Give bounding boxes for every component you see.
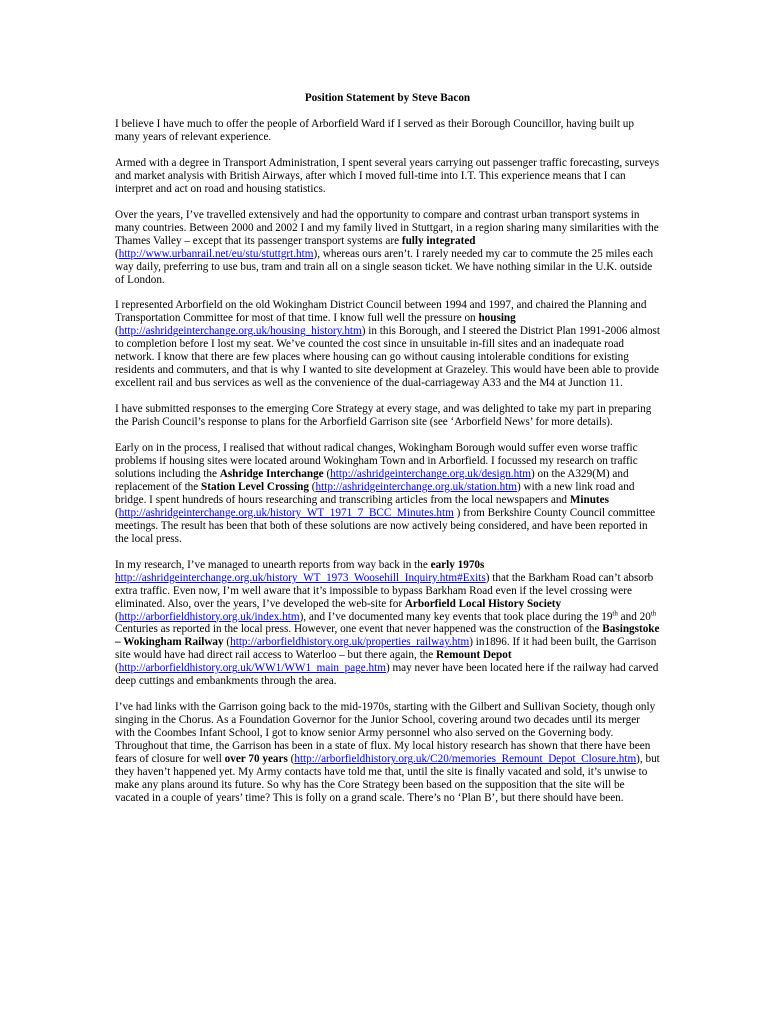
paragraph-6 [115, 442, 660, 546]
hyperlink[interactable]: http://ashridgeinterchange.org.uk/history_WT_1971_7_BCC_Minutes.htm [118, 506, 454, 519]
text-run: In my research, I’ve managed to unearth reports from way back in the [115, 558, 431, 571]
text-run: ) with a new link road and bridge. I spent hundreds of hours researching and transcribing articles from the local newspapers and [115, 480, 635, 506]
text-run: and 20 [617, 610, 651, 623]
text-run: Centuries as reported in the local press. However, one event that never happened was the construction of the [115, 623, 603, 636]
paragraph-3 [115, 209, 660, 287]
hyperlink[interactable]: http://arborfieldhistory.org.uk/properties_railway.htm [230, 636, 470, 649]
bold-text: early 1970s [430, 558, 485, 571]
text-run: ( [287, 753, 295, 766]
text-run: ( [115, 247, 119, 260]
paragraph-7 [115, 559, 660, 689]
bold-text: Arborfield Local History Society [404, 597, 562, 610]
text-run: ) may never have been located here if the railway had carved deep cuttings and embankments through the area. [115, 662, 659, 688]
paragraph-4 [115, 299, 660, 390]
text-run: Early on in the process, I realised that without radical changes, Wokingham Borough would suffer even worse traffic problems if housing sites were located around Wokingham Town and in Arborfield. I focussed my research on traffic solutions including the [115, 442, 638, 480]
text-run: ), and I’ve documented many key events that took place during the 19 [299, 610, 613, 623]
text-run: ( [223, 636, 231, 649]
text-run: ( [115, 506, 119, 519]
text-run: ( [115, 325, 119, 338]
paragraph-2 [115, 157, 660, 196]
text-run: I represented Arborfield on the old Wokingham District Council between 1994 and 1997, and chaired the Planning and Transportation Committee for most of that time. I know full well the pressure on [115, 299, 647, 325]
text-run: ( [115, 610, 119, 623]
hyperlink[interactable]: http://ashridgeinterchange.org.uk/housing_history.htm [118, 325, 362, 338]
text-run: Over the years, I’ve travelled extensively and had the opportunity to compare and contrast urban transport systems in many countries. Between 2000 and 2002 I and my family lived in Stuttgart, in a region sharing many similarities with the Thames Valley – except that its passenger transport systems are [115, 208, 659, 247]
document-body [115, 118, 660, 805]
text-run: ) in1896. If it had been built, the Garrison site would have had direct rail access to Waterloo – but there again, the [115, 636, 657, 662]
bold-text: Basingstoke – Wokingham Railway [115, 623, 660, 649]
bold-text: Station Level Crossing [201, 480, 309, 493]
hyperlink[interactable]: http://arborfieldhistory.org.uk/WW1/WW1_main_page.htm [118, 662, 386, 675]
text-run: ) on the A329(M) and replacement of the [115, 467, 629, 493]
bold-text: Remount Depot [436, 649, 512, 662]
text-run: ) in this Borough, and I steered the District Plan 1991-2006 almost to completion before I lost my seat. We’ve counted the cost since in unsuitable in-fill sites and an inadequate road network. I know that there are few places where housing can go without causing intolerable conditions for existing residents and commuters, and that is why I wanted to site development at Grazeley. This would have been able to provide excellent rail and bus services as well as the convenience of the dual-carriageway A33 and the M4 at Junction 11. [115, 325, 661, 390]
text-run: ), but they haven’t happened yet. My Army contacts have told me that, until the site is finally vacated and sold, it’s unwise to make any plans around its future. So why has the Core Strategy been based on the supposition that the site will be vacated in a couple of years’ time? This is folly on a grand scale. There’s no ‘Plan B’, but there should have been. [115, 753, 660, 804]
superscript: th [650, 608, 657, 617]
bold-text: fully integrated [401, 234, 476, 247]
hyperlink[interactable]: http://arborfieldhistory.org.uk/C20/memories_Remount_Depot_Closure.htm [294, 753, 637, 766]
text-run: ) that the Barkham Road can’t absorb extra traffic. Even now, I’m well aware that it’s impossible to bypass Barkham Road even if the level crossing were eliminated. Also, over the years, I’ve developed the web-site for [115, 571, 654, 610]
text-run: I believe I have much to offer the people of Arborfield Ward if I served as their Borough Councillor, having built up many years of relevant experience. [115, 118, 634, 143]
text-run: ), whereas ours aren’t. I rarely needed my car to commute the 25 miles each way daily, preferring to use bus, tram and train all on a single season ticket. We have nothing similar in the U.K. outside of London. [115, 247, 654, 286]
bold-text: Ashridge Interchange [219, 467, 324, 480]
text-run: ) from Berkshire County Council committee meetings. The result has been that both of these solutions are now actively being considered, and have been reported in the local press. [115, 506, 656, 545]
hyperlink[interactable]: http://ashridgeinterchange.org.uk/station.htm [315, 480, 517, 493]
paragraph-5 [115, 403, 660, 429]
text-run: I’ve had links with the Garrison going back to the mid-1970s, starting with the Gilbert and Sullivan Society, though only singing in the Chorus. As a Foundation Governor for the Junior School, covering around two decades until its merger with the Coombes Infant School, I got to know senior Army personnel who also served on the Governing body. Throughout that time, the Garrison has been in a state of flux. My local history research has shown that there have been fears of closure for well [115, 701, 656, 766]
superscript: th [612, 608, 618, 617]
hyperlink[interactable]: http://ashridgeinterchange.org.uk/design.htm [330, 467, 531, 480]
text-run: ( [323, 467, 331, 480]
text-run: Armed with a degree in Transport Administration, I spent several years carrying out passenger traffic forecasting, surveys and market analysis with British Airways, after which I moved full-time into I.T. This experience means that I can interpret and act on road and housing statistics. [115, 156, 660, 195]
bold-text: Minutes [569, 493, 609, 506]
hyperlink[interactable]: http://arborfieldhistory.org.uk/index.htm [118, 610, 300, 623]
document-page [115, 91, 660, 818]
document-title: Position Statement by Steve Bacon [304, 92, 471, 104]
hyperlink[interactable]: http://ashridgeinterchange.org.uk/history_WT_1973_Woosehill_Inquiry.htm#Exits [115, 571, 486, 584]
bold-text: over 70 years [224, 753, 288, 766]
paragraph-8 [115, 701, 660, 805]
bold-text: housing [478, 312, 516, 325]
paragraph-1 [115, 118, 660, 144]
text-run: I have submitted responses to the emerging Core Strategy at every stage, and was delighted to take my part in preparing the Parish Council’s response to plans for the Arborfield Garrison site (see ‘Arborfield News’ for more details). [115, 403, 652, 429]
hyperlink[interactable]: http://www.urbanrail.net/eu/stu/stuttgrt.htm [118, 247, 314, 260]
text-run: ( [115, 662, 119, 675]
text-run: ( [309, 480, 316, 493]
